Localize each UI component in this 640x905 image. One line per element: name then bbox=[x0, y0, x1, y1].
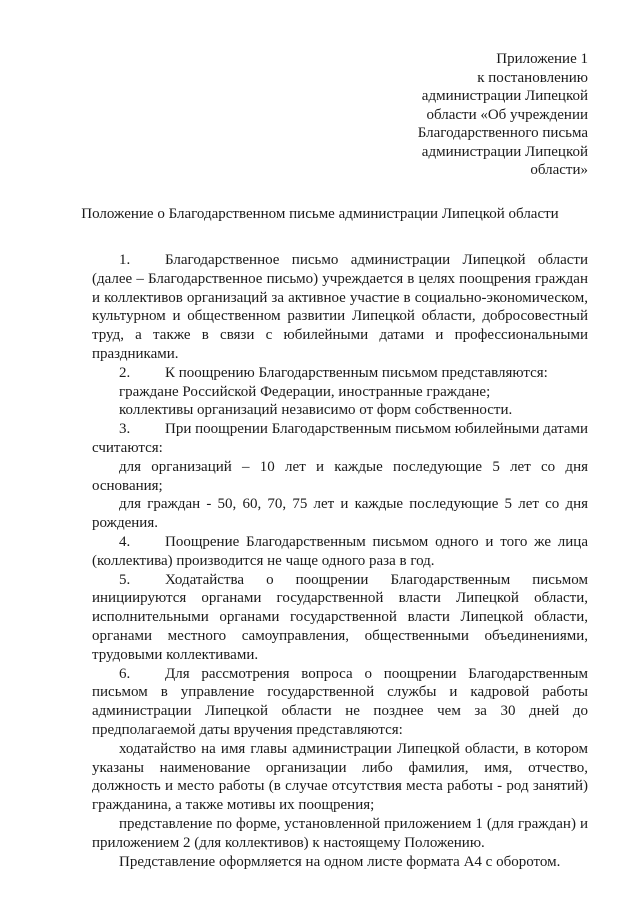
paragraph bbox=[92, 533, 588, 571]
paragraph: для организаций – 10 лет и каждые последующие 5 лет со дня основания; bbox=[92, 458, 588, 494]
annex-line: администрации Липецкой bbox=[421, 143, 588, 160]
paragraph-number: 1. bbox=[119, 252, 131, 268]
annex-line: области» bbox=[530, 162, 588, 178]
document-body bbox=[92, 251, 588, 871]
paragraph: ходатайство на имя главы администрации Липецкой области, в котором указаны наименование организации либо фамилия, имя, отчество, должность и место работы (в случае отсутствия места работы - род занятий) гражданина, а также мотивы их поощрения; bbox=[92, 740, 588, 814]
paragraph-number: 5. bbox=[119, 571, 131, 588]
paragraph-number: 3. bbox=[119, 421, 131, 438]
paragraph: для граждан - 50, 60, 70, 75 лет и каждые последующие 5 лет со дня рождения. bbox=[92, 496, 588, 532]
paragraph-number: 4. bbox=[119, 533, 131, 550]
paragraph-number: 2. bbox=[119, 364, 131, 381]
paragraph-text: Благодарственное письмо администрации Липецкой области (далее – Благодарственное письмо) учреждается в целях поощрения граждан и коллективов организаций за активное участие в социально-экономическом, культурном и общественном развитии Липецкой области, добросовестный труд, а также в связи с юбилейными датами и профессиональными праздниками. bbox=[92, 252, 588, 362]
paragraph-text: Ходатайства о поощрении Благодарственным письмом инициируются органами государственной власти Липецкой области, исполнительными органами государственной власти Липецкой области, органами местного самоуправления, общественными объединениями, трудовыми коллективами. bbox=[92, 571, 588, 663]
paragraph bbox=[92, 420, 588, 458]
annex-line: Приложение 1 bbox=[496, 51, 588, 67]
annex-line: к постановлению bbox=[477, 69, 588, 86]
annex-line: Благодарственного письма bbox=[417, 125, 588, 141]
paragraph bbox=[92, 665, 588, 740]
paragraph-text: Для рассмотрения вопроса о поощрении Благодарственным письмом в управление государственной службы и кадровой работы администрации Липецкой области не позднее чем за 30 дней до предполагаемой даты вручения представляются: bbox=[92, 665, 588, 738]
paragraph-text: При поощрении Благодарственным письмом юбилейными датами считаются: bbox=[92, 421, 588, 456]
paragraph: представление по форме, установленной приложением 1 (для граждан) и приложением 2 (для коллективов) к настоящему Положению. bbox=[92, 815, 588, 851]
paragraph bbox=[92, 251, 588, 364]
paragraph: Представление оформляется на одном листе формата А4 с оборотом. bbox=[119, 853, 561, 870]
annex-line: области «Об учреждении bbox=[426, 106, 588, 123]
paragraph-number: 6. bbox=[119, 665, 131, 682]
paragraph: граждане Российской Федерации, иностранные граждане; bbox=[119, 383, 491, 400]
annex-line: администрации Липецкой bbox=[421, 88, 588, 104]
paragraph bbox=[92, 364, 588, 383]
paragraph-text: К поощрению Благодарственным письмом представляются: bbox=[165, 364, 548, 381]
document-title: Положение о Благодарственном письме администрации Липецкой области bbox=[81, 206, 559, 222]
paragraph: коллективы организаций независимо от форм собственности. bbox=[119, 402, 513, 419]
paragraph-text: Поощрение Благодарственным письмом одного и того же лица (коллектива) производится не чаще одного раза в год. bbox=[92, 533, 588, 569]
annex-header bbox=[348, 50, 588, 180]
paragraph bbox=[92, 571, 588, 665]
